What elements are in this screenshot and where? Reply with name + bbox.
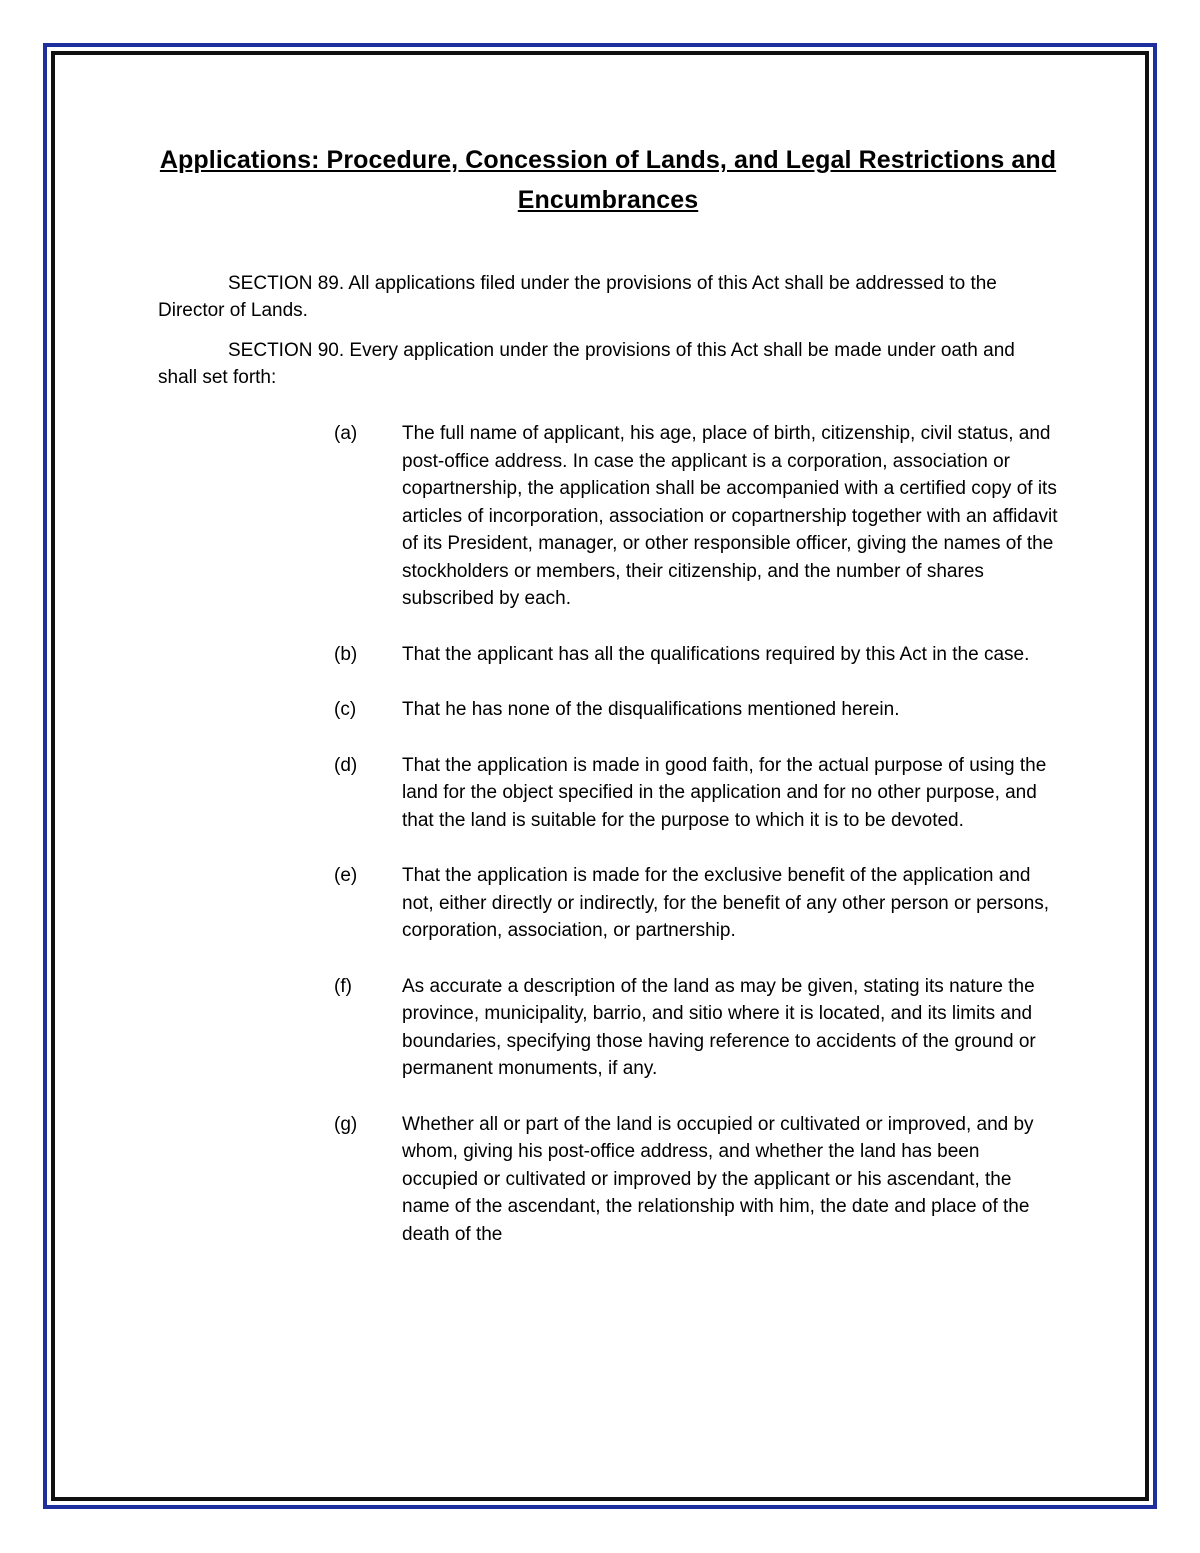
list-item-text: That the application is made in good faith, for the actual purpose of using the land for the object specified in the application and for no other purpose, and that the land is suitable for the purpose to which it is to be devoted. bbox=[402, 754, 1047, 831]
list-item-label: (e) bbox=[334, 865, 358, 886]
list-item bbox=[334, 420, 1058, 613]
list-item bbox=[334, 973, 1058, 1083]
list-item-label: (f) bbox=[334, 975, 352, 997]
section-90-paragraph: SECTION 90. Every application under the provisions of this Act shall be made under oath and shall set forth: bbox=[158, 340, 1015, 388]
list-item-text: The full name of applicant, his age, place of birth, citizenship, civil status, and post-office address. In case the applicant is a corporation, association or copartnership, the application shall be accompanied with a certified copy of its articles of incorporation, association or copartnership together with an affidavit of its President, manager, or other responsible officer, giving the names of the stockholders or members, their citizenship, and the number of shares subscribed by each. bbox=[402, 423, 1058, 609]
section-89-paragraph: SECTION 89. All applications filed under the provisions of this Act shall be addressed to the Director of Lands. bbox=[158, 273, 997, 321]
list-item-text: That the application is made for the exclusive benefit of the application and not, either directly or indirectly, for the benefit of any other person or persons, corporation, association, or partnership. bbox=[402, 865, 1050, 941]
list-item bbox=[334, 1111, 1058, 1249]
list-item bbox=[334, 641, 1058, 669]
list-item bbox=[334, 752, 1058, 835]
list-item bbox=[334, 696, 1058, 724]
list-item-text: Whether all or part of the land is occupied or cultivated or improved, and by whom, giving his post-office address, and whether the land has been occupied or cultivated or improved by the applicant or his ascendant, the name of the ascendant, the relationship with him, the date and place of the death of the bbox=[402, 1113, 1034, 1245]
list-item-label: (b) bbox=[334, 643, 358, 665]
list-item-text: That the applicant has all the qualifications required by this Act in the case. bbox=[402, 643, 1030, 665]
list-item-label: (g) bbox=[334, 1113, 358, 1135]
document-body bbox=[158, 140, 1058, 1276]
document-title: Applications: Procedure, Concession of Lands, and Legal Restrictions and Encumbrances bbox=[159, 146, 1057, 214]
list-item-label: (c) bbox=[334, 699, 357, 720]
requirements-list bbox=[158, 420, 1058, 1248]
list-item bbox=[334, 862, 1058, 945]
list-item-text: That he has none of the disqualifications mentioned herein. bbox=[402, 699, 900, 720]
list-item-label: (a) bbox=[334, 423, 358, 444]
list-item-text: As accurate a description of the land as may be given, stating its nature the province, municipality, barrio, and sitio where it is located, and its limits and boundaries, specifying those having reference to accidents of the ground or permanent monuments, if any. bbox=[402, 975, 1036, 1079]
list-item-label: (d) bbox=[334, 754, 358, 776]
